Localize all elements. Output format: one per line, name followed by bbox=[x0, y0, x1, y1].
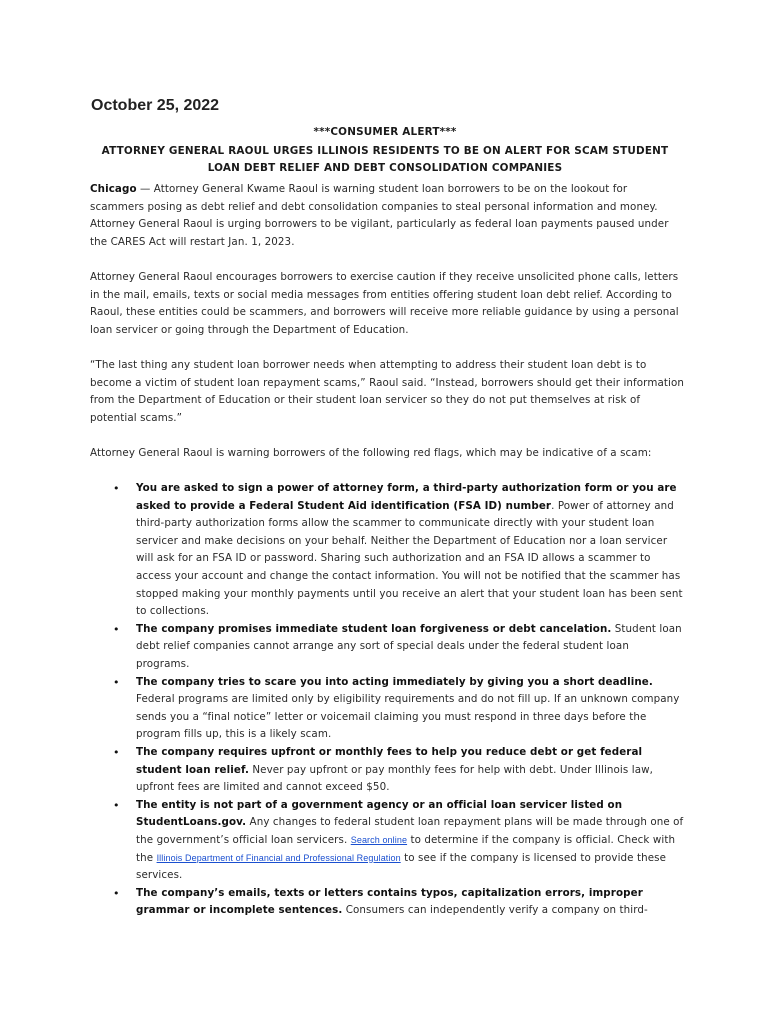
headline-line-1: ATTORNEY GENERAL RAOUL URGES ILLINOIS RESIDENTS TO BE ON ALERT FOR SCAM STUDENT bbox=[101, 144, 669, 157]
list-item: • The company promises immediate student loan forgiveness or debt cancelation. Student loan debt relief companies cannot arrange any sort of special deals under the federal student loan programs. bbox=[113, 622, 682, 671]
bullet-icon: • bbox=[113, 798, 120, 812]
list-item: • The company requires upfront or monthly fees to help you reduce debt or get federal student loan relief. Never pay upfront or pay monthly fees for help with debt. Under Illinois law, upfront fees are limited and cannot exceed $50. bbox=[113, 746, 653, 794]
paragraph-quote: “The last thing any student loan borrower needs when attempting to address their student loan debt is to become a victim of student loan repayment scams,” Raoul said. “Instead, borrowers should get their information from the Department of Education or their student loan servicer so they do not put themselves at risk of potential scams.” bbox=[90, 358, 684, 424]
dateline: Chicago bbox=[90, 183, 137, 195]
paragraph-red-flags-intro: Attorney General Raoul is warning borrowers of the following red flags, which may be indicative of a scam: bbox=[90, 446, 652, 459]
bullet-icon: • bbox=[113, 886, 120, 900]
red-flags-list bbox=[90, 480, 684, 920]
alert-header bbox=[90, 124, 680, 178]
list-item: • You are asked to sign a power of attorney form, a third-party authorization form or you are asked to provide a Federal Student Aid identification (FSA ID) number. Power of attorney and third-party authorization forms allow the scammer to communicate directly with your student loan servicer and make decisions on your behalf. Neither the Department of Education nor a loan servicer will ask for an FSA ID or password. Sharing such authorization and an FSA ID allows a scammer to access your account and change the contact information. You will not be notified that the scammer has stopped making your monthly payments until you receive an alert that your student loan has been sent to collections. bbox=[113, 482, 683, 618]
idfpr-link[interactable]: Illinois Department of Financial and Professional Regulation bbox=[156, 852, 401, 863]
list-item: • The company tries to scare you into acting immediately by giving you a short deadline. Federal programs are limited only by eligibility requirements and do not fill up. If an unknown company sends you a “final notice” letter or voicemail claiming you must respond in three days before the program fills up, this is a likely scam. bbox=[113, 675, 680, 741]
headline bbox=[90, 143, 680, 178]
bullet-icon: • bbox=[113, 622, 120, 636]
paragraph-intro: Chicago — Attorney General Kwame Raoul is warning student loan borrowers to be on the lookout for scammers posing as debt relief and debt consolidation companies to steal personal information and money. Attorney General Raoul is urging borrowers to be vigilant, particularly as federal loan payments paused under the CARES Act will restart Jan. 1, 2023. bbox=[90, 183, 669, 248]
paragraph-caution: Attorney General Raoul encourages borrowers to exercise caution if they receive unsolicited phone calls, letters in the mail, emails, texts or social media messages from entities offering student loan debt relief. According to Raoul, these entities could be scammers, and borrowers will receive more reliable guidance by using a personal loan servicer or going through the Department of Education. bbox=[90, 270, 679, 336]
search-online-link[interactable]: Search online bbox=[350, 834, 408, 845]
consumer-alert-label: ***CONSUMER ALERT*** bbox=[313, 126, 457, 138]
list-item: • The entity is not part of a government agency or an official loan servicer listed on StudentLoans.gov. Any changes to federal student loan repayment plans will be made through one of the government’s official loan servicers. Search online to determine if the company is official. Check with the Illinois Department of Financial and Professional Regulation to see if the company is licensed to provide these services. bbox=[113, 798, 684, 882]
headline-line-2: LOAN DEBT RELIEF AND DEBT CONSOLIDATION COMPANIES bbox=[207, 162, 563, 174]
article-body bbox=[90, 181, 684, 920]
bullet-icon: • bbox=[113, 482, 120, 496]
press-release-date: October 25, 2022 bbox=[91, 97, 220, 114]
bullet-icon: • bbox=[113, 746, 120, 759]
bullet-icon: • bbox=[113, 675, 120, 689]
list-item: • The company’s emails, texts or letters contains typos, capitalization errors, improper grammar or incomplete sentences. Consumers can independently verify a company on third- bbox=[113, 886, 648, 917]
